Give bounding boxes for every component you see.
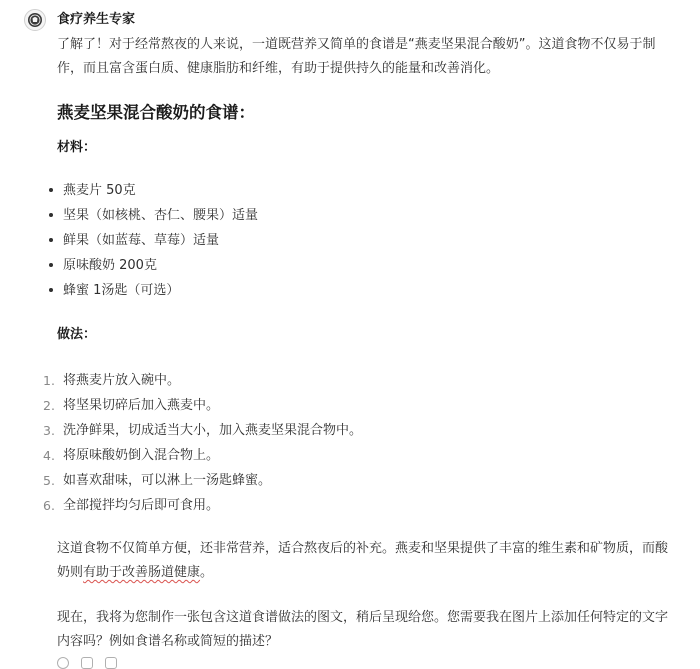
list-item [57, 228, 258, 253]
step-number: 5. [43, 473, 55, 488]
copy-icon[interactable] [57, 657, 69, 669]
summary-text: 这道食物不仅简单方便，还非常营养，适合熬夜后的补充。燕麦和坚果提供了丰富的维生素和矿物质，而酸奶则 [57, 541, 669, 580]
message-content [43, 33, 679, 649]
step-text: 将燕麦片放入碗中。 [63, 373, 181, 388]
step-number: 2. [43, 398, 55, 413]
bullet-icon [49, 288, 53, 292]
step-number: 6. [43, 498, 55, 513]
ingredient-text: 蜂蜜 1汤匙（可选） [63, 283, 180, 298]
step-text: 将坚果切碎后加入燕麦中。 [63, 398, 220, 413]
chef-emblem-icon [27, 12, 43, 28]
step-text: 如喜欢甜味，可以淋上一汤匙蜂蜜。 [63, 473, 272, 488]
list-item [57, 178, 258, 203]
ingredients-heading: 材料： [57, 140, 97, 155]
bullet-icon [49, 213, 53, 217]
steps-heading: 做法： [57, 327, 97, 342]
list-item [57, 203, 258, 228]
regenerate-icon[interactable] [105, 657, 117, 669]
list-item [43, 368, 362, 393]
summary-end: 。 [200, 565, 214, 580]
sender-name: 食疗养生专家 [57, 12, 136, 27]
thumbs-up-icon[interactable] [81, 657, 93, 669]
closing-paragraph: 现在，我将为您制作一张包含这道食谱做法的图文，稍后呈现给您。您需要我在图片上添加任何特定的文字内容吗？例如食谱名称或简短的描述？ [57, 610, 669, 649]
ingredients-list [57, 178, 258, 303]
list-item [43, 418, 363, 443]
ingredient-text: 坚果（如核桃、杏仁、腰果）适量 [63, 208, 259, 223]
step-text: 全部搅拌均匀后即可食用。 [63, 498, 220, 513]
list-item [43, 443, 362, 468]
message-toolbar [57, 657, 117, 669]
ingredient-text: 原味酸奶 200克 [63, 258, 157, 273]
recipe-title: 燕麦坚果混合酸奶的食谱： [57, 103, 255, 122]
step-number: 1. [43, 373, 55, 388]
steps-list [43, 368, 363, 518]
list-item [43, 468, 362, 493]
ingredient-text: 鲜果（如蓝莓、草莓）适量 [63, 233, 220, 248]
bullet-icon [49, 188, 53, 192]
step-number: 4. [43, 448, 55, 463]
highlighted-phrase[interactable]: 有助于改善肠道健康 [83, 565, 201, 580]
avatar[interactable] [24, 9, 46, 31]
list-item [43, 493, 362, 518]
bullet-icon [49, 238, 53, 242]
list-item [43, 393, 362, 418]
list-item [57, 278, 258, 303]
summary-paragraph [57, 537, 679, 585]
bullet-icon [49, 263, 53, 267]
step-text: 洗净鲜果，切成适当大小，加入燕麦坚果混合物中。 [63, 423, 363, 438]
step-number: 3. [43, 423, 55, 438]
intro-paragraph: 了解了！对于经常熬夜的人来说，一道既营养又简单的食谱是“燕麦坚果混合酸奶”。这道食物不仅易于制作，而且富含蛋白质、健康脂肪和纤维，有助于提供持久的能量和改善消化。 [57, 37, 656, 76]
ingredient-text: 燕麦片 50克 [63, 183, 136, 198]
list-item [57, 253, 258, 278]
step-text: 将原味酸奶倒入混合物上。 [63, 448, 220, 463]
